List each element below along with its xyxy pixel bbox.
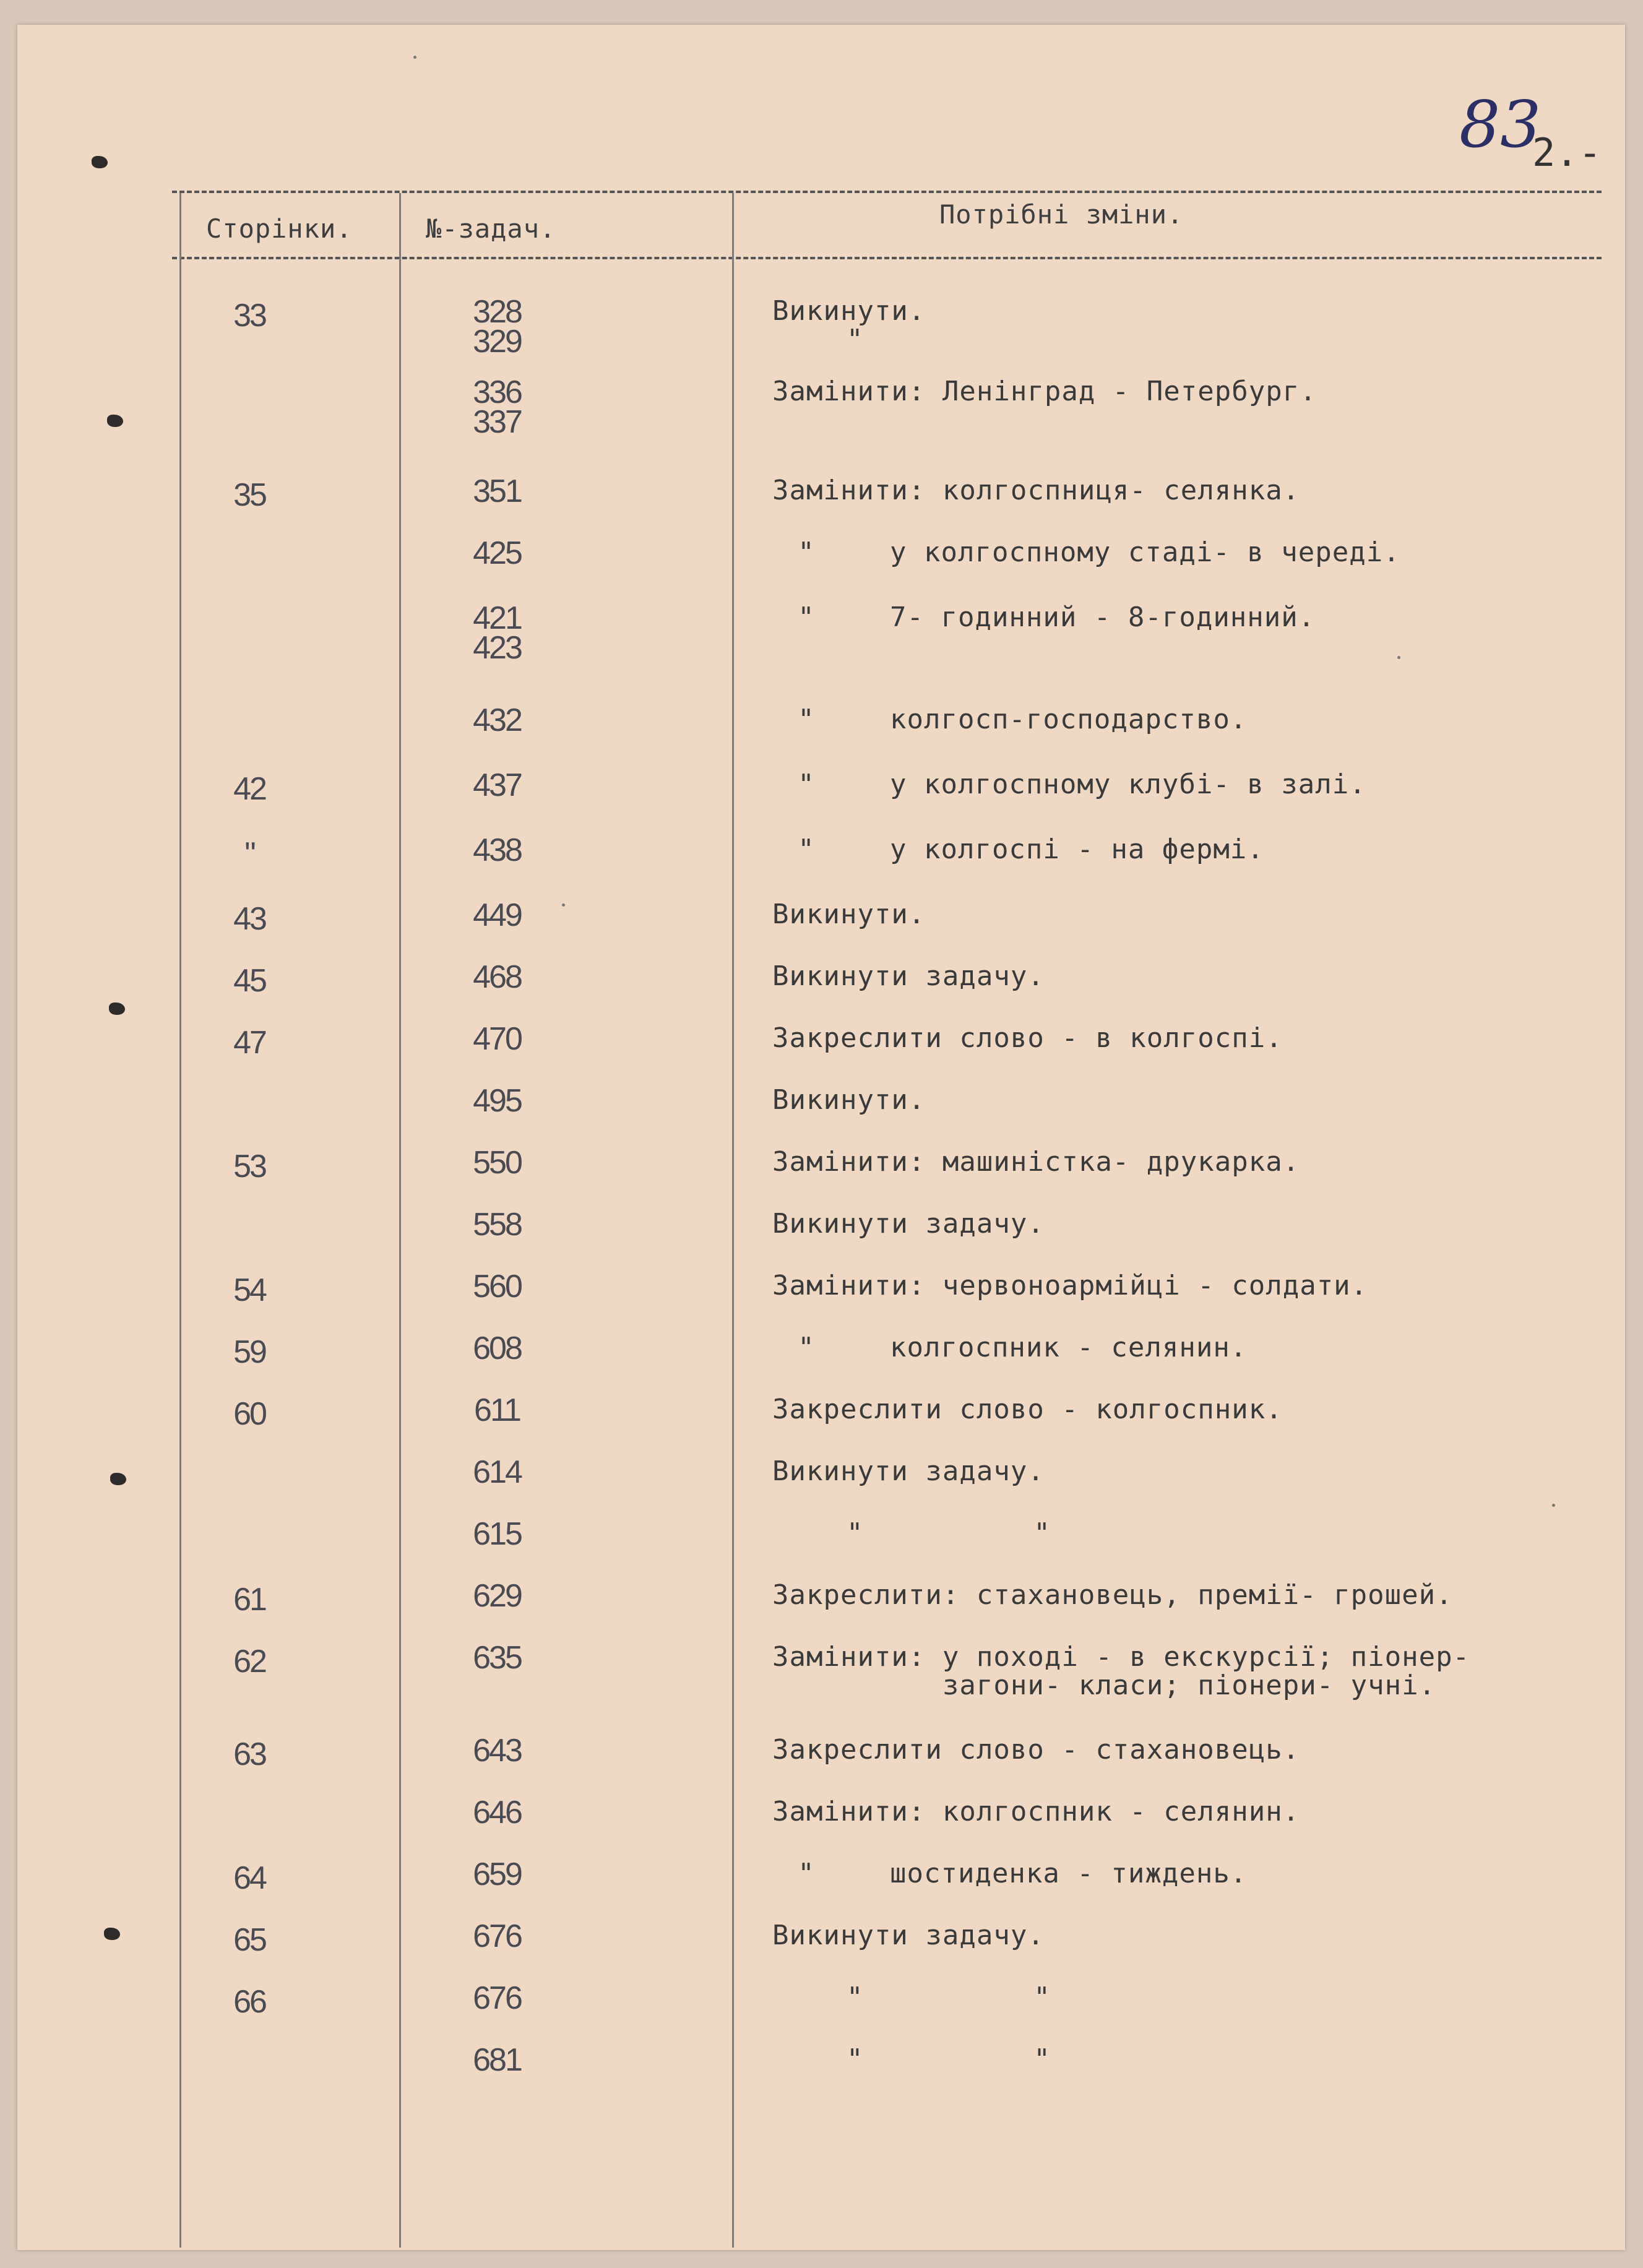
table-row: [17, 897, 1625, 956]
change-text: Замінити: колгоспник - селянин.: [772, 1796, 1300, 1827]
sheet-number: 2.-: [1532, 130, 1602, 175]
table-row: [17, 1640, 1625, 1701]
change-text: " ": [847, 1981, 1051, 2013]
table-row: [17, 1918, 1625, 1977]
task-number: 659: [473, 1856, 521, 1892]
page-number: 59: [233, 1334, 265, 1370]
task-number: 421 423: [473, 600, 521, 666]
change-text: Викинути задачу.: [772, 1455, 1045, 1487]
table-row: [17, 1856, 1625, 1915]
page-number: 53: [233, 1149, 265, 1184]
binding-hole: [104, 1928, 120, 1940]
page-number: ": [244, 836, 254, 872]
table-row: [17, 1083, 1625, 1142]
page-number: 61: [233, 1582, 265, 1618]
task-number: 470: [473, 1021, 521, 1057]
change-text: " ": [847, 2043, 1051, 2075]
page-number: 43: [233, 901, 265, 937]
task-number: 550: [473, 1145, 521, 1181]
binding-hole: [92, 156, 108, 168]
change-text: Викинути задачу.: [772, 1208, 1045, 1240]
task-number: 646: [473, 1795, 521, 1830]
change-text: " шостиденка - тиждень.: [798, 1858, 1248, 1889]
task-number: 468: [473, 959, 521, 995]
change-text: " ": [847, 1517, 1051, 1549]
page-number: 45: [233, 963, 265, 999]
change-text: " колгоспник - селянин.: [798, 1332, 1248, 1363]
header-tasks: №-задач.: [426, 213, 556, 244]
change-text: Замінити: колгоспниця- селянка.: [772, 475, 1300, 506]
page-number: 47: [233, 1025, 265, 1061]
task-number: 635: [473, 1640, 521, 1676]
change-text: Закреслити слово - колгоспник.: [772, 1394, 1283, 1425]
change-text: Викинути задачу.: [772, 1920, 1045, 1951]
table-row: [17, 1795, 1625, 1853]
header-pages: Сторінки.: [206, 213, 353, 244]
task-number: 495: [473, 1083, 521, 1119]
change-text: " у колгоспному клубі- в залі.: [798, 769, 1366, 800]
table-row: [17, 1207, 1625, 1266]
page-number: 60: [233, 1396, 265, 1432]
paper-speck: [562, 903, 565, 907]
binding-hole: [107, 415, 123, 427]
task-number: 449: [473, 897, 521, 933]
table-row: [17, 1269, 1625, 1327]
change-text: Викинути. ": [772, 295, 926, 355]
change-text: " колгосп-господарство.: [798, 704, 1248, 735]
page-number: 62: [233, 1644, 265, 1679]
folio-number: 83: [1459, 87, 1542, 162]
table-row: [17, 1980, 1625, 2039]
table-row: [17, 1454, 1625, 1513]
change-text: Замінити: Ленінград - Петербург.: [772, 376, 1317, 407]
paper-speck: [1552, 1504, 1555, 1507]
binding-hole: [109, 1002, 125, 1015]
task-number: 614: [473, 1454, 521, 1490]
table-row: [17, 1021, 1625, 1080]
change-text: Замінити: машиністка- друкарка.: [772, 1146, 1300, 1178]
table-row: [17, 1733, 1625, 1792]
paper-sheet: [17, 25, 1625, 2250]
change-text: Викинути.: [772, 1084, 926, 1116]
page-number: 64: [233, 1860, 265, 1896]
change-text: Замінити: червоноармійці - солдати.: [772, 1270, 1368, 1301]
task-number: 425: [473, 535, 521, 571]
change-text: Закреслити слово - в колгоспі.: [772, 1022, 1283, 1054]
change-text: " у колгоспі - на фермі.: [798, 834, 1264, 865]
table-row: [17, 535, 1625, 594]
binding-hole: [110, 1473, 126, 1485]
task-number: 432: [473, 702, 521, 738]
task-number: 437: [473, 767, 521, 803]
task-number: 643: [473, 1733, 521, 1769]
task-number: 608: [473, 1330, 521, 1366]
table-row: [17, 832, 1625, 891]
task-number: 336 337: [473, 374, 521, 440]
page-number: 42: [233, 771, 265, 807]
table-row: [17, 473, 1625, 532]
table-row: [17, 1392, 1625, 1451]
header-top-rule: [172, 191, 1602, 193]
task-number: 681: [473, 2042, 521, 2078]
header-changes: Потрібні зміни.: [939, 199, 1184, 230]
table-row: [17, 1330, 1625, 1389]
task-number: 611: [474, 1392, 520, 1428]
header-bottom-rule: [172, 257, 1602, 259]
change-text: " 7- годинний - 8-годинний.: [798, 601, 1316, 633]
paper-speck: [1397, 656, 1400, 659]
task-number: 351: [473, 473, 521, 509]
page-number: 63: [233, 1736, 265, 1772]
table-row: [17, 2042, 1625, 2101]
table-row: [17, 1578, 1625, 1637]
task-number: 676: [473, 1918, 521, 1954]
table-row: [17, 959, 1625, 1018]
table-row: [17, 600, 1625, 666]
change-text: " у колгоспному стаді- в череді.: [798, 537, 1400, 568]
page-number: 65: [233, 1922, 265, 1958]
task-number: 558: [473, 1207, 521, 1243]
table-row: [17, 1516, 1625, 1575]
table-row: [17, 1145, 1625, 1204]
task-number: 328 329: [473, 294, 521, 360]
change-text: Викинути.: [772, 899, 926, 930]
task-number: 438: [473, 832, 521, 868]
table-row: [17, 702, 1625, 761]
change-text: Викинути задачу.: [772, 960, 1045, 992]
table-row: [17, 767, 1625, 826]
table-row: [17, 374, 1625, 440]
table-row: [17, 294, 1625, 360]
page-number: 66: [233, 1984, 265, 2020]
change-text: Закреслити: стахановець, премії- грошей.: [772, 1579, 1453, 1611]
page-number: 33: [233, 298, 265, 334]
paper-speck: [413, 56, 416, 59]
task-number: 560: [473, 1269, 521, 1304]
change-text: Закреслити слово - стахановець.: [772, 1734, 1300, 1766]
task-number: 615: [473, 1516, 521, 1552]
page-number: 35: [233, 477, 265, 513]
task-number: 676: [473, 1980, 521, 2016]
page-number: 54: [233, 1272, 265, 1308]
task-number: 629: [473, 1578, 521, 1614]
change-text: Замінити: у поході - в екскурсії; піонер- загони- класи; піонери- учні.: [772, 1641, 1470, 1701]
